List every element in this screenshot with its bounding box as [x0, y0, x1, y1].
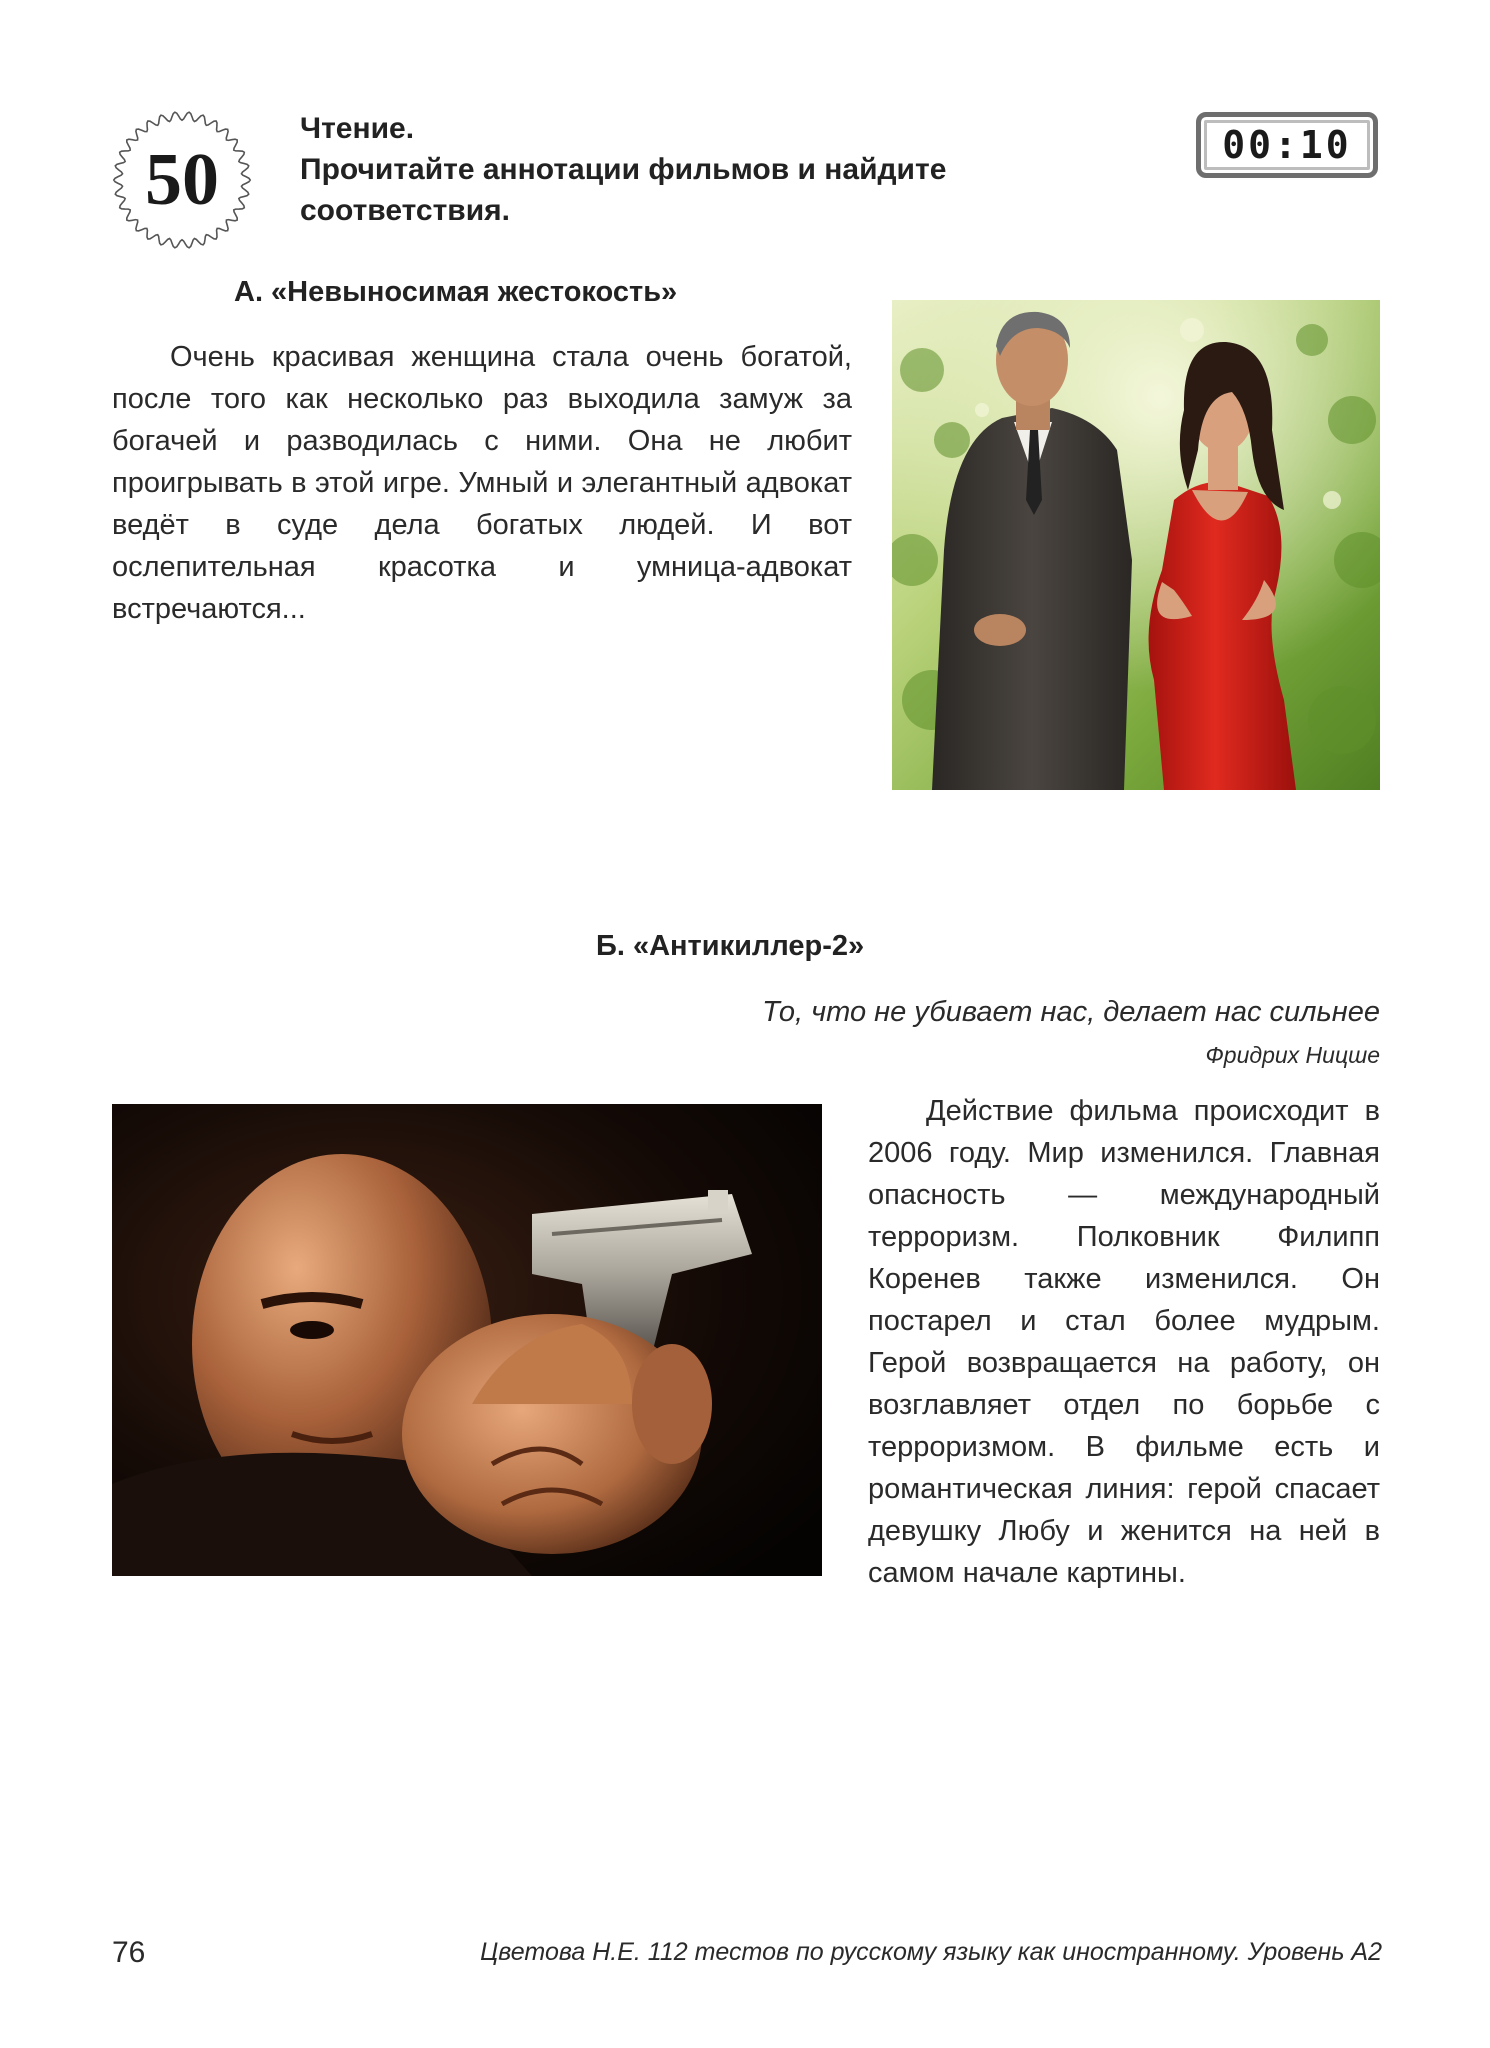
section-a-text: Очень красивая женщина стала очень богатой, после того как несколько раз выходила замуж за богачей и разводилась с ними. Она не любит проигрывать в этой игре. Умный и элегантный адвокат ведёт в суде дела богатых людей. И вот ослепительная красотка и умница-адвокат встречаются...: [112, 341, 852, 625]
epigraph-author: Фридрих Ницше: [1205, 1042, 1380, 1068]
page-number: 76: [112, 1936, 146, 1969]
timer-value: 00:10: [1222, 123, 1352, 167]
task-number: 50: [145, 139, 219, 221]
book-reference: Цветова Н.Е. 112 тестов по русскому языку как иностранному. Уровень А2: [480, 1938, 1382, 1966]
task-title-line: соответствия.: [300, 194, 511, 227]
task-number-badge: [112, 110, 252, 250]
timer-badge: [1196, 112, 1378, 178]
section-a-heading: А. «Невыносимая жестокость»: [234, 276, 678, 308]
epigraph-quote: То, что не убивает нас, делает нас сильнее: [762, 996, 1380, 1028]
movie-poster-b-image: [112, 1104, 822, 1576]
section-b-text: Действие фильма происходит в 2006 году. Мир изменился. Главная опасность — международный терроризм. Полковник Филипп Коренев также изменился. Он постарел и стал более мудрым. Герой возвращается на работу, он возглавляет отдел по борьбе с терроризмом. В фильме есть и романтическая линия: герой спасает девушку Любу и женится на ней в самом начале картины.: [868, 1095, 1380, 1589]
task-title: [300, 108, 1120, 231]
movie-poster-a-image: [892, 300, 1380, 790]
task-title-line: Прочитайте аннотации фильмов и найдите: [300, 153, 947, 186]
section-b-heading: Б. «Антикиллер-2»: [596, 930, 865, 962]
task-title-line: Чтение.: [300, 112, 415, 145]
